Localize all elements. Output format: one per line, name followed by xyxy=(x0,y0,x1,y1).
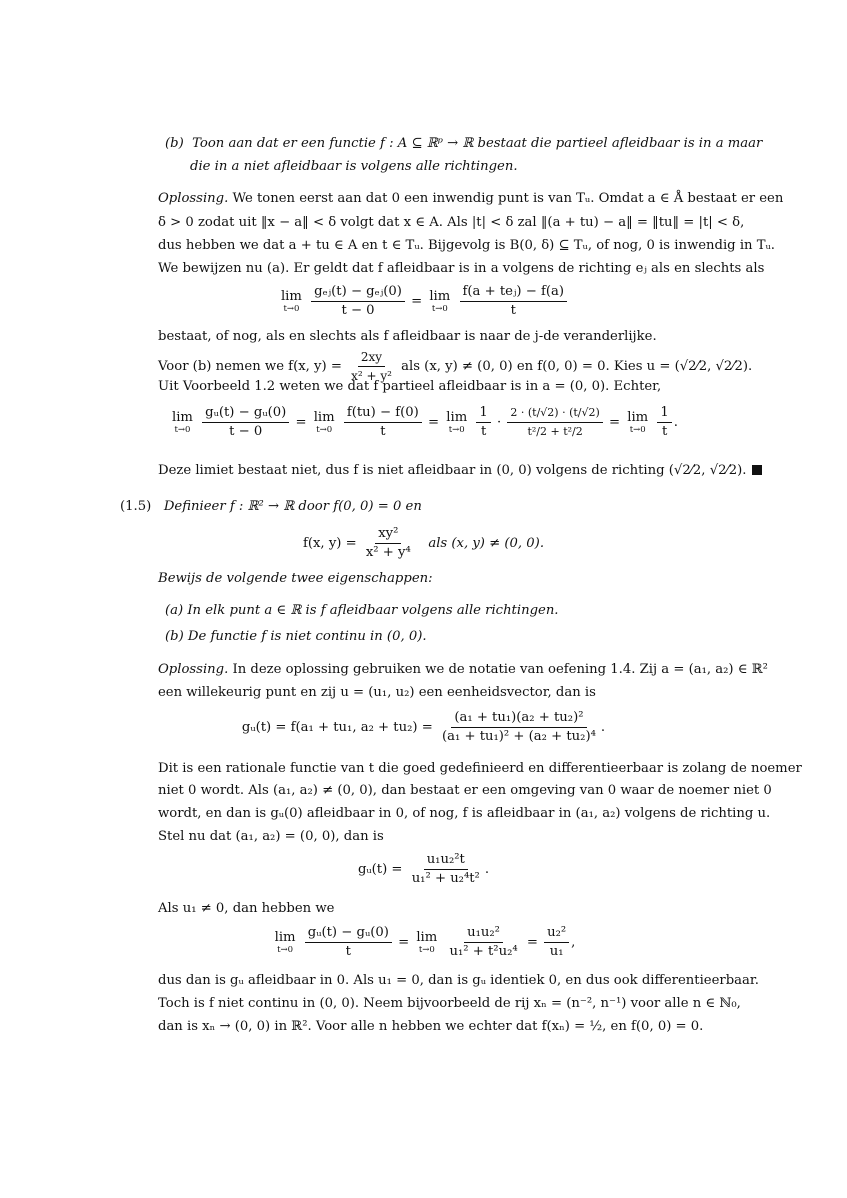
sol2-line10: dan is xₙ → (0, 0) in ℝ². Voor alle n hebben we echter dat f(xₙ) = ½, en f(0, 0) = 0. xyxy=(158,1019,704,1034)
sol2-line5: wordt, en dan is gᵤ(0) afleidbaar in 0, of nog, f is afleidbaar in (a₁, a₂) volgens de richting u. xyxy=(158,806,771,821)
part-b-line1: (b) Toon aan dat er een functie f : A ⊆ ℝᵖ → ℝ bestaat die partieel afleidbaar is in a maar xyxy=(165,136,763,151)
sol1-line8: Deze limiet bestaat niet, dus f is niet afleidbaar in (0, 0) volgens de richting (√2⁄2, √2⁄2). xyxy=(158,462,762,480)
limit-operator: lim t→0 xyxy=(280,289,302,314)
sol2-line8: dus dan is gᵤ afleidbaar in 0. Als u₁ = 0, dan is gᵤ identiek 0, en dus ook differentieerbaar. xyxy=(158,973,759,988)
qed-square-icon xyxy=(752,465,762,475)
equation-gu-general: gᵤ(t) = f(a₁ + tu₁, a₂ + tu₂) = $\frac{\text{(a₁ + tu₁)(a₂ + tu₂)²}}{\text{(a₁ + tu₁)² + (a₂ + tu₂)⁴}}$ . xyxy=(241,710,606,744)
sol2-line9: Toch is f niet continu in (0, 0). Neem bijvoorbeeld de rij xₙ = (n⁻², n⁻¹) voor alle n ∈ ℕ₀, xyxy=(158,996,741,1011)
sol1-line2: δ > 0 zodat uit ‖x − a‖ < δ volgt dat x ∈ A. Als |t| < δ zal ‖(a + tu) − a‖ = ‖tu‖ = |t| < δ, xyxy=(158,215,745,230)
sol2-line2: een willekeurig punt en zij u = (u₁, u₂) een eenheidsvector, dan is xyxy=(158,685,596,700)
equation-definition-f: f(x, y) = $\frac{\text{xy²}}{\text{x² + y⁴}}$ als (x, y) ≠ (0, 0). xyxy=(302,526,545,560)
sol2-line3: Dit is een rationale functie van t die goed gedefinieerd en differentieerbaar is zolang de noemer xyxy=(158,761,802,776)
equation-limit-counterexample: lim t→0 $\frac{\text{gᵤ(t) − gᵤ(0)}}{t - 0}$ = lim t→0 $\frac{f(tu) - f(0)}{t}$ = lim t→0 $\frac{1}{t}$ · $\frac{2 \cdot (t/√2) \cdot (t/√2)}{\text{t²/2 + t²/2}}$ = lim t→0 $\frac{1}{t}$ . xyxy=(172,405,678,439)
solution-heading: Oplossing. xyxy=(158,191,229,206)
sol2-line6: Stel nu dat (a₁, a₂) = (0, 0), dan is xyxy=(158,829,384,844)
exercise-number: (1.5) xyxy=(120,499,152,514)
sol1-line6: Voor (b) nemen we f(x, y) = $\frac{2xy}{\text{x² + y²}}$ als (x, y) ≠ (0, 0) en f(0, 0) = 0. Kies u = (√2⁄2, √2⁄2). xyxy=(158,350,753,383)
exercise-prove-line: Bewijs de volgende twee eigenschappen: xyxy=(158,571,433,586)
sol1-line4: We bewijzen nu (a). Er geldt dat f afleidbaar is in a volgens de richting eⱼ als en slechts als xyxy=(158,261,765,276)
equation-limit-directional: lim t→0 $\frac{\text{gₑⱼ(t) − gₑⱼ(0)}}{t - 0}$ = lim t→0 $\frac{\text{f(a + teⱼ) − f(a)}}{t}$ xyxy=(0,284,847,319)
sol1-line7: Uit Voorbeeld 1.2 weten we dat f partieel afleidbaar is in a = (0, 0). Echter, xyxy=(158,379,662,394)
solution-heading: Oplossing. xyxy=(158,662,229,677)
equation-gu-origin: gᵤ(t) = $\frac{\text{u₁u₂²t}}{\text{u₁² + u₂⁴t²}}$ . xyxy=(357,852,490,886)
part-b-line2: die in a niet afleidbaar is volgens alle richtingen. xyxy=(190,159,518,174)
sol2-line7: Als u₁ ≠ 0, dan hebben we xyxy=(158,901,335,916)
sol1-line3: dus hebben we dat a + tu ∈ A en t ∈ Tᵤ. Bijgevolg is B(0, δ) ⊆ Tᵤ, of nog, 0 is inwendig in Tᵤ. xyxy=(158,238,775,253)
sol1-line1: Oplossing. We tonen eerst aan dat 0 een inwendig punt is van Tᵤ. Omdat a ∈ Å bestaat er een xyxy=(158,191,784,206)
sol2-line1: Oplossing. In deze oplossing gebruiken we de notatie van oefening 1.4. Zij a = (a₁, a₂) ∈ ℝ² xyxy=(158,662,768,677)
exercise-1-5-intro: (1.5) Definieer f : ℝ² → ℝ door f(0, 0) = 0 en xyxy=(120,499,422,514)
sol1-line5: bestaat, of nog, als en slechts als f afleidbaar is naar de j-de veranderlijke. xyxy=(158,329,657,344)
exercise-item-a: (a) In elk punt a ∈ ℝ is f afleidbaar volgens alle richtingen. xyxy=(165,603,559,618)
sol2-line4: niet 0 wordt. Als (a₁, a₂) ≠ (0, 0), dan bestaat er een omgeving van 0 waar de noemer niet 0 xyxy=(158,783,772,798)
equation-limit-gu: lim t→0 $\frac{\text{gᵤ(t) − gᵤ(0)}}{t}$ = lim t→0 $\frac{\text{u₁u₂²}}{\text{u₁² + t²u₂⁴}}$ = $\frac{\text{u₂²}}{\text{u₁}}$ , xyxy=(274,925,576,959)
exercise-item-b: (b) De functie f is niet continu in (0, 0). xyxy=(165,629,427,644)
